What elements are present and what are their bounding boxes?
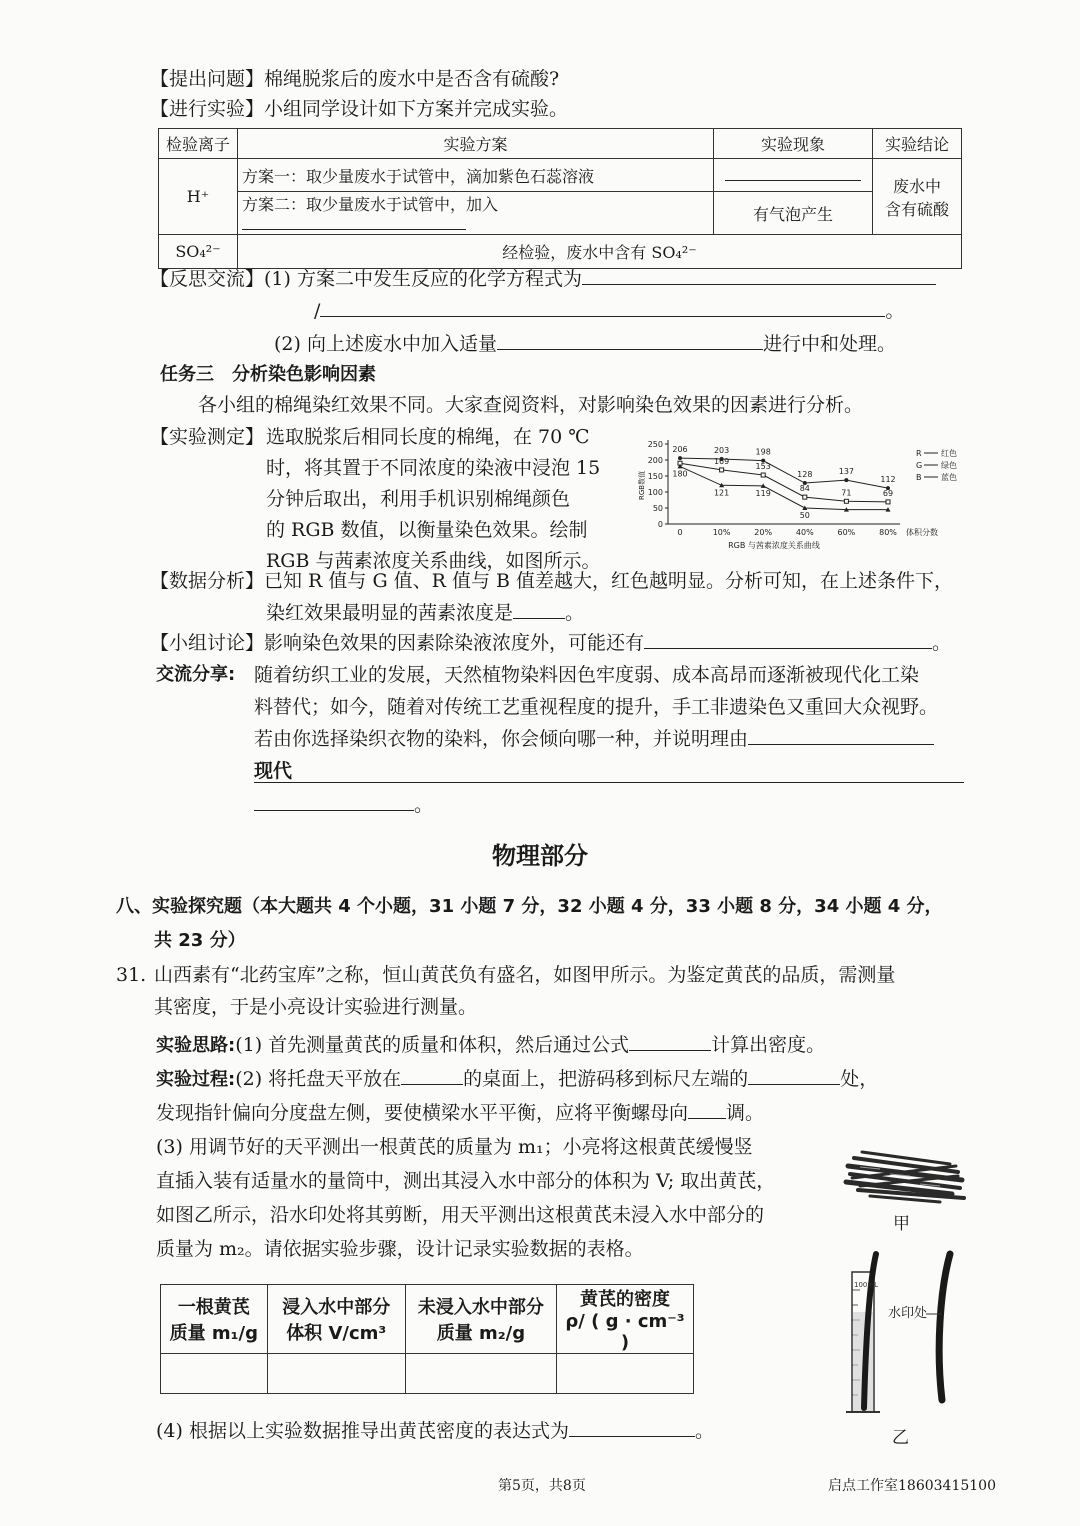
point-G xyxy=(844,499,848,503)
series-line-R xyxy=(680,458,888,488)
handwritten-answer: 现代 xyxy=(254,760,293,782)
experiment-tag: 【进行实验】 xyxy=(150,98,265,120)
data-label-G: 153 xyxy=(755,462,771,472)
analysis-line1: 【数据分析】已知 R 值与 G 值、R 值与 B 值差越大，红色越明显。分析可知，在上述条件下， xyxy=(150,570,954,592)
th-density: 黄芪的密度 ρ/ ( g · cm⁻³ ) xyxy=(556,1285,693,1354)
rgb-chart xyxy=(620,432,970,562)
measure-line: RGB 与茜素浓度关系曲线，如图所示。 xyxy=(266,550,601,572)
cell-empty xyxy=(556,1354,693,1394)
table-surface-blank xyxy=(401,1083,463,1085)
series-line-B xyxy=(680,466,888,509)
point-G xyxy=(720,468,724,472)
question-line xyxy=(150,68,559,91)
cell-empty xyxy=(161,1354,268,1394)
y-axis-label: RGB数值 xyxy=(638,470,646,500)
phen1-blank xyxy=(725,179,861,181)
data-label-R: 112 xyxy=(880,475,896,485)
data-label-B: 119 xyxy=(755,488,771,498)
analysis-line2: 染红效果最明显的茜素浓度是 。 xyxy=(266,602,585,624)
point-G xyxy=(803,495,807,499)
data-label-G: 69 xyxy=(882,488,894,498)
point-R xyxy=(844,478,848,482)
q31-line2: 其密度，于是小亮设计实验进行测量。 xyxy=(154,996,478,1018)
legend-name-R: 红色 xyxy=(941,449,957,458)
point-G xyxy=(761,473,765,477)
proc-line1: 实验过程:(2) 将托盘天平放在 的桌面上，把游码移到标尺左端的 处， xyxy=(156,1068,879,1090)
astragalus-bundle-figure xyxy=(840,1136,970,1216)
reason-line3: 。 xyxy=(254,794,433,817)
experiment-text: 小组同学设计如下方案并完成实验。 xyxy=(264,98,569,120)
phen2-cell: 有气泡产生 xyxy=(714,192,873,235)
figure-jia-label: 甲 xyxy=(893,1214,910,1234)
task3-intro: 各小组的棉绳染红效果不同。大家查阅资料，对影响染色效果的因素进行分析。 xyxy=(198,394,864,416)
y-tick-label: 50 xyxy=(652,504,663,513)
y-tick-label: 0 xyxy=(657,520,663,529)
concentration-blank xyxy=(513,617,565,619)
idea-line: 实验思路:(1) 首先测量黄芪的质量和体积，然后通过公式 计算出密度。 xyxy=(156,1034,826,1056)
data-label-G: 71 xyxy=(841,488,852,498)
data-label-R: 198 xyxy=(755,447,771,457)
legend-name-G: 绿色 xyxy=(941,461,957,470)
conclusion-cell: 废水中 含有硫酸 xyxy=(873,159,962,235)
data-label-R: 203 xyxy=(713,446,730,456)
step3-line1: (3) 用调节好的天平测出一根黄芪的质量为 m₁；小亮将这根黄芪缓慢竖 xyxy=(156,1136,753,1158)
question-text: 棉绳脱浆后的废水中是否含有硫酸? xyxy=(264,68,560,90)
x-tick-label: 10% xyxy=(712,528,731,537)
point-G xyxy=(886,500,890,504)
step3-line3: 如图乙所示，沿水印处将其剪断，用天平测出这根黄芪未浸入水中部分的 xyxy=(156,1204,765,1226)
data-label-B: 121 xyxy=(713,488,730,498)
reason-blank-1 xyxy=(748,743,934,745)
th-volume: 浸入水中部分 体积 V/cm³ xyxy=(267,1285,405,1354)
th-plan: 实验方案 xyxy=(238,129,714,159)
y-tick-label: 150 xyxy=(647,472,663,481)
ion-so4: SO₄²⁻ xyxy=(159,235,238,269)
water-mark-label: 水印处 xyxy=(888,1306,928,1321)
x-axis-label: 体积分数 xyxy=(906,528,938,537)
measure-line: 的 RGB 数值，以衡量染色效果。绘制 xyxy=(266,519,588,541)
legend-key-R: R xyxy=(916,449,922,458)
factor-blank xyxy=(644,647,932,649)
equation-blank-2 xyxy=(320,315,885,317)
density-expression-blank xyxy=(569,1435,695,1437)
reason-blank-2 xyxy=(254,782,964,783)
page-number: 第5页，共8页 xyxy=(498,1478,586,1494)
th-mass-dry: 未浸入水中部分 质量 m₂/g xyxy=(405,1285,556,1354)
section-heading-line1: 八、实验探究题（本大题共 4 个小题，31 小题 7 分，32 小题 4 分，33 小题 8 分，34 小题 4 分， xyxy=(116,896,943,917)
equation-blank-1 xyxy=(582,283,936,285)
x-tick-label: 60% xyxy=(837,528,856,537)
section-heading-line2: 共 23 分） xyxy=(154,930,246,951)
x-tick-label: 40% xyxy=(795,528,814,537)
th-phenomenon: 实验现象 xyxy=(714,129,873,159)
legend-key-G: G xyxy=(916,461,923,470)
y-tick-label: 100 xyxy=(647,488,663,497)
y-tick-label: 200 xyxy=(647,456,663,465)
data-label-R: 128 xyxy=(797,470,813,480)
step3-line4: 质量为 m₂。请依据实验步骤，设计记录实验数据的表格。 xyxy=(156,1238,644,1260)
measure-line: 分钟后取出，利用手机识别棉绳颜色 xyxy=(266,488,571,510)
th-mass-whole: 一根黄芪 质量 m₁/g xyxy=(161,1285,268,1354)
cut-root xyxy=(939,1254,950,1400)
q31-line1: 山西素有“北药宝库”之称，恒山黄芪负有盛名，如图甲所示。为鉴定黄芪的品质，需测量 xyxy=(154,964,896,986)
zero-mark-blank xyxy=(748,1083,840,1085)
graduated-cylinder-figure xyxy=(840,1250,970,1420)
chart-title: RGB 与茜素浓度关系曲线 xyxy=(728,541,820,550)
studio-credit: 启点工作室18603415100 xyxy=(828,1478,996,1494)
measure-tag: 【实验测定】 xyxy=(150,426,265,448)
data-label-R: 206 xyxy=(672,445,688,455)
neutralize-blank xyxy=(497,348,763,350)
step3-line2: 直插入装有适量水的量筒中，测出其浸入水中部分的体积为 V; 取出黄芪， xyxy=(156,1170,776,1192)
handwritten-slash: / xyxy=(314,300,321,322)
ion-h: H⁺ xyxy=(159,159,238,235)
legend-key-B: B xyxy=(916,473,922,482)
data-label-B: 180 xyxy=(672,469,688,479)
physics-title: 物理部分 xyxy=(492,842,588,870)
question-tag: 【提出问题】 xyxy=(150,68,265,90)
share-line3: 若由你选择染织衣物的染料，你会倾向哪一种，并说明理由 xyxy=(254,728,934,751)
reflect-line1: 【反思交流】(1) 方案二中发生反应的化学方程式为 xyxy=(150,268,936,291)
plan1-cell: 方案一：取少量废水于试管中，滴加紫色石蕊溶液 xyxy=(238,159,714,192)
reflect-line1b: / 。 xyxy=(314,300,905,322)
measure-line: 选取脱浆后相同长度的棉绳，在 70 ℃ xyxy=(266,426,590,448)
data-record-table xyxy=(160,1284,694,1394)
plan2-blank xyxy=(242,228,466,230)
q31-number: 31. xyxy=(116,964,147,986)
proc-line2: 发现指针偏向分度盘左侧，要使横梁水平平衡，应将平衡螺母向 调。 xyxy=(156,1102,765,1124)
cell-empty xyxy=(405,1354,556,1394)
x-tick-label: 0 xyxy=(677,528,683,537)
share-line2: 料替代；如今，随着对传统工艺重视程度的提升，手工非遗染色又重回大众视野。 xyxy=(254,696,939,718)
legend-name-B: 蓝色 xyxy=(941,473,957,482)
x-tick-label: 20% xyxy=(754,528,773,537)
so4-result: 经检验，废水中含有 SO₄²⁻ xyxy=(238,235,962,269)
th-ion: 检验离子 xyxy=(159,129,238,159)
share-tag: 交流分享: xyxy=(156,664,236,685)
cylinder-label: 100mL xyxy=(854,1281,879,1289)
phen1-blank-cell xyxy=(714,159,873,192)
cell-empty xyxy=(267,1354,405,1394)
figure-yi-label: 乙 xyxy=(892,1428,909,1448)
data-label-G: 169 xyxy=(713,456,730,466)
th-conclusion: 实验结论 xyxy=(873,129,962,159)
plan2-cell: 方案二：取少量废水于试管中，加入 xyxy=(238,192,714,235)
measure-line: 时，将其置于不同浓度的染液中浸泡 15 xyxy=(266,457,601,479)
direction-blank xyxy=(688,1117,726,1119)
reflect-line2: (2) 向上述废水中加入适量 进行中和处理。 xyxy=(274,333,896,355)
reason-blank-3 xyxy=(254,809,414,811)
step4-line: (4) 根据以上实验数据推导出黄芪密度的表达式为 。 xyxy=(156,1420,714,1442)
data-label-B: 50 xyxy=(799,511,810,520)
task3-heading: 任务三 分析染色影响因素 xyxy=(160,364,376,385)
data-label-G: 84 xyxy=(799,484,810,494)
share-line1: 随着纺织工业的发展，天然植物染料因色牢度弱、成本高昂而逐渐被现代化工染 xyxy=(254,664,920,686)
data-label-R: 137 xyxy=(838,467,855,477)
discuss-line: 【小组讨论】影响染色效果的因素除染液浓度外，可能还有 。 xyxy=(150,632,952,654)
experiment-line xyxy=(150,98,568,121)
point-R xyxy=(678,456,682,460)
ion-test-table xyxy=(158,128,962,269)
x-tick-label: 80% xyxy=(879,528,897,537)
formula-blank xyxy=(629,1049,711,1051)
y-tick-label: 250 xyxy=(647,440,663,449)
